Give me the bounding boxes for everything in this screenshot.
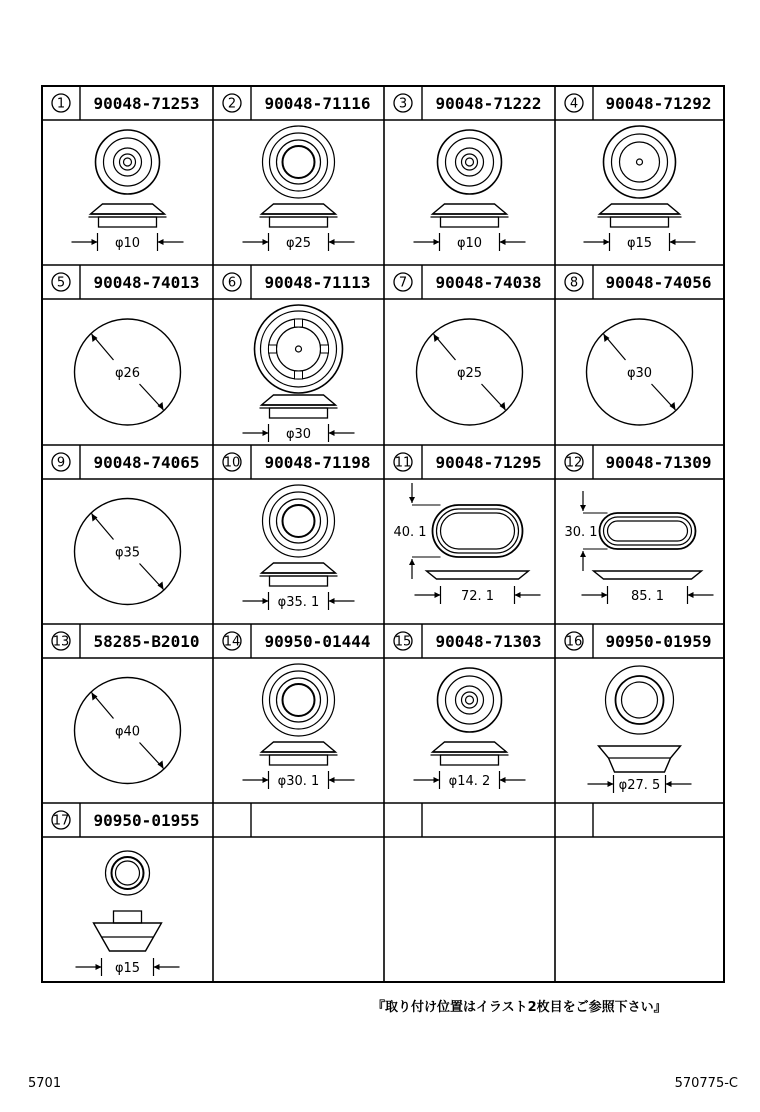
part-cell-11 xyxy=(393,453,541,604)
part-drawing xyxy=(564,491,713,604)
part-drawing xyxy=(587,319,693,425)
part-number: 90048-74056 xyxy=(605,273,712,292)
part-drawing xyxy=(584,126,696,251)
dimension-label: φ14. 2 xyxy=(448,774,491,789)
callout-number: 8 xyxy=(569,275,579,291)
part-number: 90048-71198 xyxy=(264,453,371,472)
dimension-label: φ35. 1 xyxy=(277,595,320,610)
part-cell-17 xyxy=(52,811,199,976)
part-drawing xyxy=(414,668,526,789)
part-drawing xyxy=(393,483,540,604)
part-cell-7 xyxy=(394,273,541,425)
dimension-label: φ15 xyxy=(626,236,653,251)
part-cell-15 xyxy=(394,632,541,789)
part-cell-10 xyxy=(223,453,370,610)
callout-number: 9 xyxy=(56,455,66,471)
part-drawing xyxy=(75,678,181,784)
dimension-label: φ25 xyxy=(285,236,312,251)
dimension-label: 85. 1 xyxy=(630,589,665,604)
callout-number: 10 xyxy=(223,455,241,471)
callout-number: 16 xyxy=(565,634,583,650)
part-number: 90048-71292 xyxy=(605,94,712,113)
part-drawing xyxy=(75,319,181,425)
part-number: 90048-74065 xyxy=(93,453,200,472)
part-number: 90048-71295 xyxy=(435,453,542,472)
part-number: 90950-01955 xyxy=(93,811,200,830)
part-cell-12 xyxy=(564,453,713,604)
dimension-label: φ26 xyxy=(114,366,141,381)
part-drawing xyxy=(417,319,523,425)
callout-number: 13 xyxy=(52,634,70,650)
part-number: 90950-01959 xyxy=(605,632,712,651)
dimension-label: φ27. 5 xyxy=(618,778,661,793)
part-number: 90048-71303 xyxy=(435,632,542,651)
callout-number: 6 xyxy=(227,275,237,291)
page-number: 5701 xyxy=(28,1076,62,1091)
part-drawing xyxy=(72,130,184,251)
installation-note: 『取り付け位置はイラスト2枚目をご参照下さい』 xyxy=(372,1000,667,1015)
callout-number: 11 xyxy=(394,455,412,471)
part-number: 90048-71222 xyxy=(435,94,542,113)
part-drawing xyxy=(243,485,355,610)
part-number: 90048-71309 xyxy=(605,453,712,472)
part-drawing xyxy=(414,130,526,251)
dimension-label: φ35 xyxy=(114,545,141,561)
part-drawing xyxy=(243,126,355,251)
part-number: 90048-74038 xyxy=(435,273,542,292)
part-cell-9 xyxy=(52,453,199,605)
part-cell-5 xyxy=(52,273,199,425)
part-number: 90950-01444 xyxy=(264,632,371,651)
part-drawing xyxy=(243,664,355,789)
part-cell-8 xyxy=(565,273,711,425)
callout-number: 15 xyxy=(394,634,412,650)
part-cell-4 xyxy=(565,94,711,251)
callout-number: 2 xyxy=(227,96,237,112)
part-drawing xyxy=(75,499,181,605)
part-drawing xyxy=(588,666,692,793)
dimension-label: φ15 xyxy=(114,961,141,976)
callout-number: 5 xyxy=(56,275,66,291)
dimension-label-height: 40. 1 xyxy=(393,525,427,540)
callout-number: 17 xyxy=(52,813,70,829)
illustration-number: 570775-C xyxy=(674,1076,738,1091)
dimension-label: φ30. 1 xyxy=(277,774,320,789)
callout-number: 12 xyxy=(565,455,583,471)
part-drawing xyxy=(76,851,180,976)
dimension-label: φ30 xyxy=(285,427,312,442)
part-number: 90048-74013 xyxy=(93,273,200,292)
part-cell-1 xyxy=(52,94,199,251)
grid-frame xyxy=(42,86,724,982)
part-cell-13 xyxy=(52,632,199,784)
dimension-label: φ10 xyxy=(114,236,141,251)
callout-number: 3 xyxy=(398,96,408,112)
part-number: 90048-71113 xyxy=(264,273,371,292)
part-number: 58285-B2010 xyxy=(93,632,200,651)
dimension-label: φ10 xyxy=(456,236,483,251)
part-cell-14 xyxy=(223,632,370,789)
callout-number: 7 xyxy=(398,275,408,291)
callout-number: 4 xyxy=(569,96,579,112)
part-number: 90048-71253 xyxy=(93,94,200,113)
dimension-label: φ40 xyxy=(114,724,141,740)
dimension-label: 72. 1 xyxy=(460,589,495,604)
part-cell-3 xyxy=(394,94,541,251)
dimension-label: φ30 xyxy=(626,366,653,381)
part-cell-16 xyxy=(565,632,711,793)
part-cell-2 xyxy=(223,94,370,251)
dimension-label-height: 30. 1 xyxy=(564,525,598,540)
callout-number: 1 xyxy=(56,96,66,112)
callout-number: 14 xyxy=(223,634,241,650)
dimension-label: φ25 xyxy=(456,366,483,381)
part-number: 90048-71116 xyxy=(264,94,371,113)
part-drawing xyxy=(243,305,355,442)
